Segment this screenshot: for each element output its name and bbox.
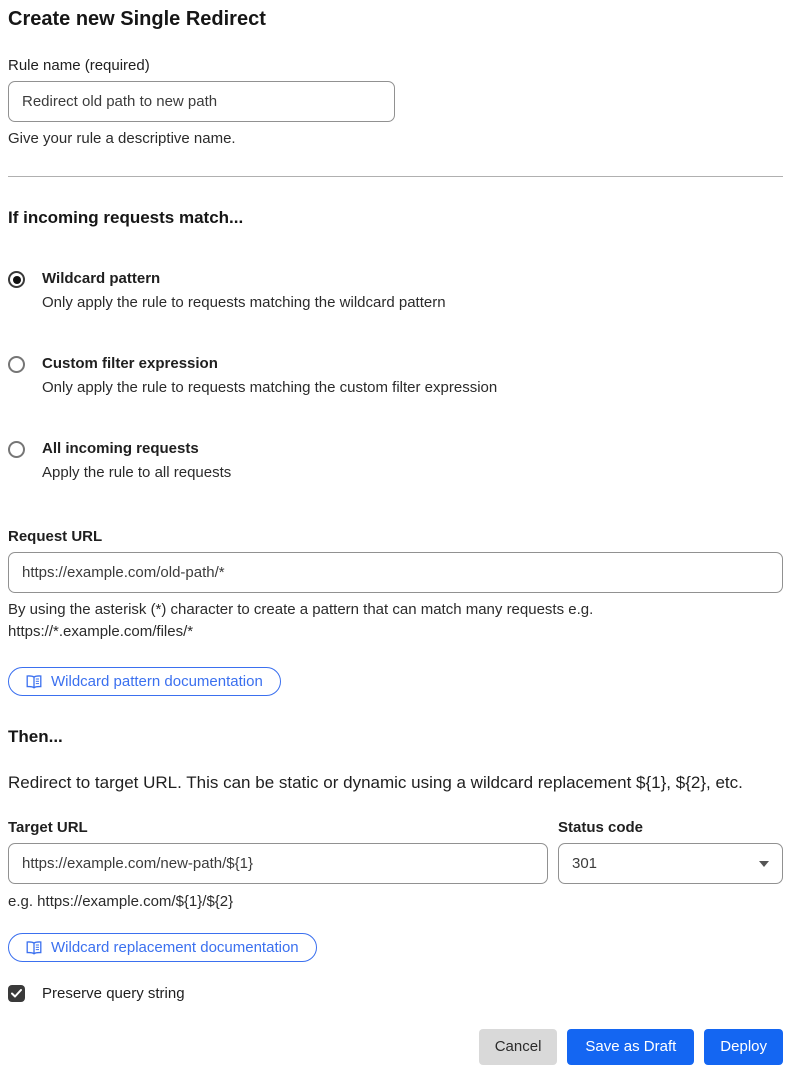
open-book-icon [26,941,42,955]
rule-name-label: Rule name (required) [8,57,150,74]
save-as-draft-button[interactable]: Save as Draft [567,1029,694,1065]
match-section-heading: If incoming requests match... [8,208,244,227]
page-title: Create new Single Redirect [8,8,266,30]
radio-dot [13,361,21,369]
wildcard-pattern-documentation-label: Wildcard pattern documentation [51,673,263,690]
radio-option-description: Only apply the rule to requests matching the custom filter expression [42,379,498,396]
preserve-query-string-option[interactable] [8,985,783,1002]
status-code-field [558,819,783,884]
request-url-helper-line-1: By using the asterisk (*) character to create a pattern that can match many requests e.g. [8,601,594,618]
radio-icon[interactable] [8,441,25,458]
cancel-button[interactable]: Cancel [479,1029,558,1065]
radio-dot [13,446,21,454]
open-book-icon [26,675,42,689]
radio-option-description: Apply the rule to all requests [42,464,232,481]
radio-dot [13,276,21,284]
target-url-label: Target URL [8,819,88,836]
radio-text [42,354,497,398]
radio-option-label: Custom filter expression [42,355,218,372]
radio-option-label: Wildcard pattern [42,270,161,287]
request-url-label: Request URL [8,528,103,545]
target-status-row [8,819,783,884]
radio-option-custom-filter-expression[interactable] [8,354,783,398]
section-divider [8,176,783,177]
rule-name-helper: Give your rule a descriptive name. [8,130,236,147]
status-code-label: Status code [558,819,644,836]
radio-option-wildcard-pattern[interactable] [8,269,783,313]
then-section-description: Redirect to target URL. This can be static or dynamic using a wildcard replacement ${1}, ${2}, etc. [8,773,743,792]
radio-option-all-incoming-requests[interactable] [8,439,783,483]
caret-down-icon [759,861,769,867]
radio-text [42,269,446,313]
checkbox-icon[interactable] [8,985,25,1002]
radio-option-description: Only apply the rule to requests matching the wildcard pattern [42,294,446,311]
status-code-value: 301 [572,855,598,872]
wildcard-replacement-documentation-button[interactable] [8,933,317,962]
status-code-select[interactable] [558,843,783,884]
radio-icon[interactable] [8,356,25,373]
preserve-query-string-label: Preserve query string [42,985,185,1002]
deploy-button[interactable]: Deploy [704,1029,783,1065]
wildcard-replacement-documentation-label: Wildcard replacement documentation [51,939,299,956]
request-url-input[interactable] [8,552,783,593]
target-url-input[interactable] [8,843,548,884]
target-url-field [8,819,548,884]
radio-text [42,439,231,483]
request-url-helper-line-2: https://*.example.com/files/* [8,623,194,640]
wildcard-pattern-documentation-button[interactable] [8,667,281,696]
checkmark-icon [11,989,22,998]
then-section-heading: Then... [8,727,63,746]
request-url-helper [8,599,783,643]
rule-name-input[interactable] [8,81,395,122]
radio-icon[interactable] [8,271,25,288]
form-actions [8,1029,783,1065]
target-url-helper: e.g. https://example.com/${1}/${2} [8,893,234,910]
radio-option-label: All incoming requests [42,440,199,457]
